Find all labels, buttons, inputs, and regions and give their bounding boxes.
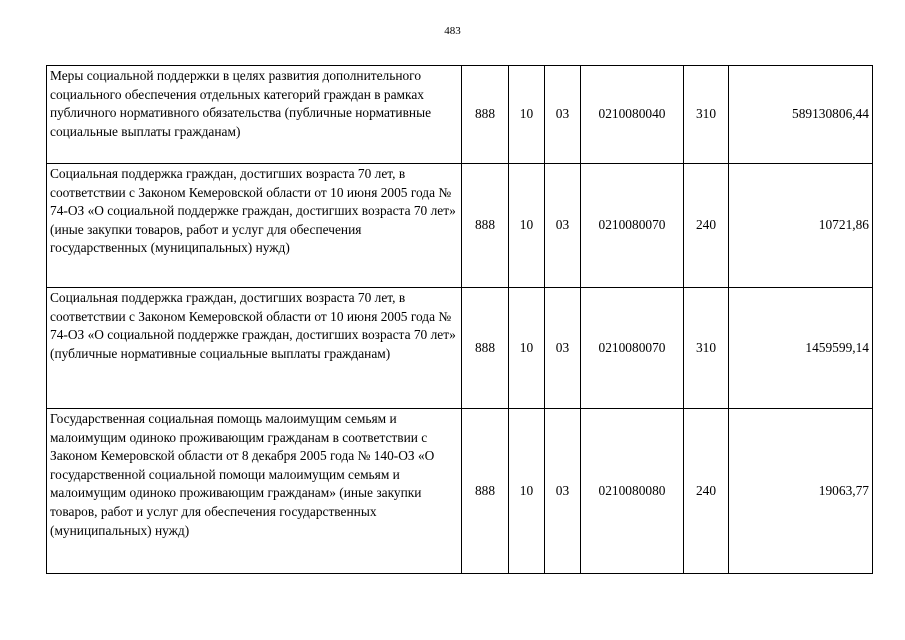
subsection-code: 03	[545, 66, 581, 164]
section-code: 10	[509, 164, 545, 288]
amount: 589130806,44	[729, 66, 873, 164]
expense-type-code: 310	[684, 66, 729, 164]
table-row	[47, 288, 873, 409]
amount: 10721,86	[729, 164, 873, 288]
subsection-code: 03	[545, 288, 581, 409]
row-description: Социальная поддержка граждан, достигших возраста 70 лет, в соответствии с Законом Кемеровской области от 10 июня 2005 года № 74-ОЗ «О социальной поддержке граждан, достигших возраста 70 лет» (публичные нормативные социальные выплаты гражданам)	[47, 288, 462, 409]
target-article-code: 0210080080	[581, 409, 684, 574]
row-description: Социальная поддержка граждан, достигших возраста 70 лет, в соответствии с Законом Кемеровской области от 10 июня 2005 года № 74-ОЗ «О социальной поддержке граждан, достигших возраста 70 лет» (иные закупки товаров, работ и услуг для обеспечения государственных (муниципальных) нужд)	[47, 164, 462, 288]
section-code: 10	[509, 409, 545, 574]
table-row	[47, 409, 873, 574]
expense-type-code: 310	[684, 288, 729, 409]
table-row	[47, 164, 873, 288]
expense-type-code: 240	[684, 409, 729, 574]
page-number: 483	[444, 25, 461, 37]
ministry-code: 888	[462, 164, 509, 288]
row-description: Государственная социальная помощь малоимущим семьям и малоимущим одиноко проживающим гражданам в соответствии с Законом Кемеровской области от 8 декабря 2005 года № 140-ОЗ «О государственной социальной помощи малоимущим семьям и малоимущим одиноко проживающим гражданам» (иные закупки товаров, работ и услуг для обеспечения государственных (муниципальных) нужд)	[47, 409, 462, 574]
target-article-code: 0210080040	[581, 66, 684, 164]
ministry-code: 888	[462, 288, 509, 409]
table-row	[47, 66, 873, 164]
subsection-code: 03	[545, 164, 581, 288]
amount: 19063,77	[729, 409, 873, 574]
target-article-code: 0210080070	[581, 288, 684, 409]
section-code: 10	[509, 288, 545, 409]
row-description: Меры социальной поддержки в целях развития дополнительного социального обеспечения отдельных категорий граждан в рамках публичного нормативного обязательства (публичные нормативные социальные выплаты гражданам)	[47, 66, 462, 164]
section-code: 10	[509, 66, 545, 164]
target-article-code: 0210080070	[581, 164, 684, 288]
budget-table	[46, 65, 873, 574]
ministry-code: 888	[462, 409, 509, 574]
subsection-code: 03	[545, 409, 581, 574]
expense-type-code: 240	[684, 164, 729, 288]
ministry-code: 888	[462, 66, 509, 164]
amount: 1459599,14	[729, 288, 873, 409]
